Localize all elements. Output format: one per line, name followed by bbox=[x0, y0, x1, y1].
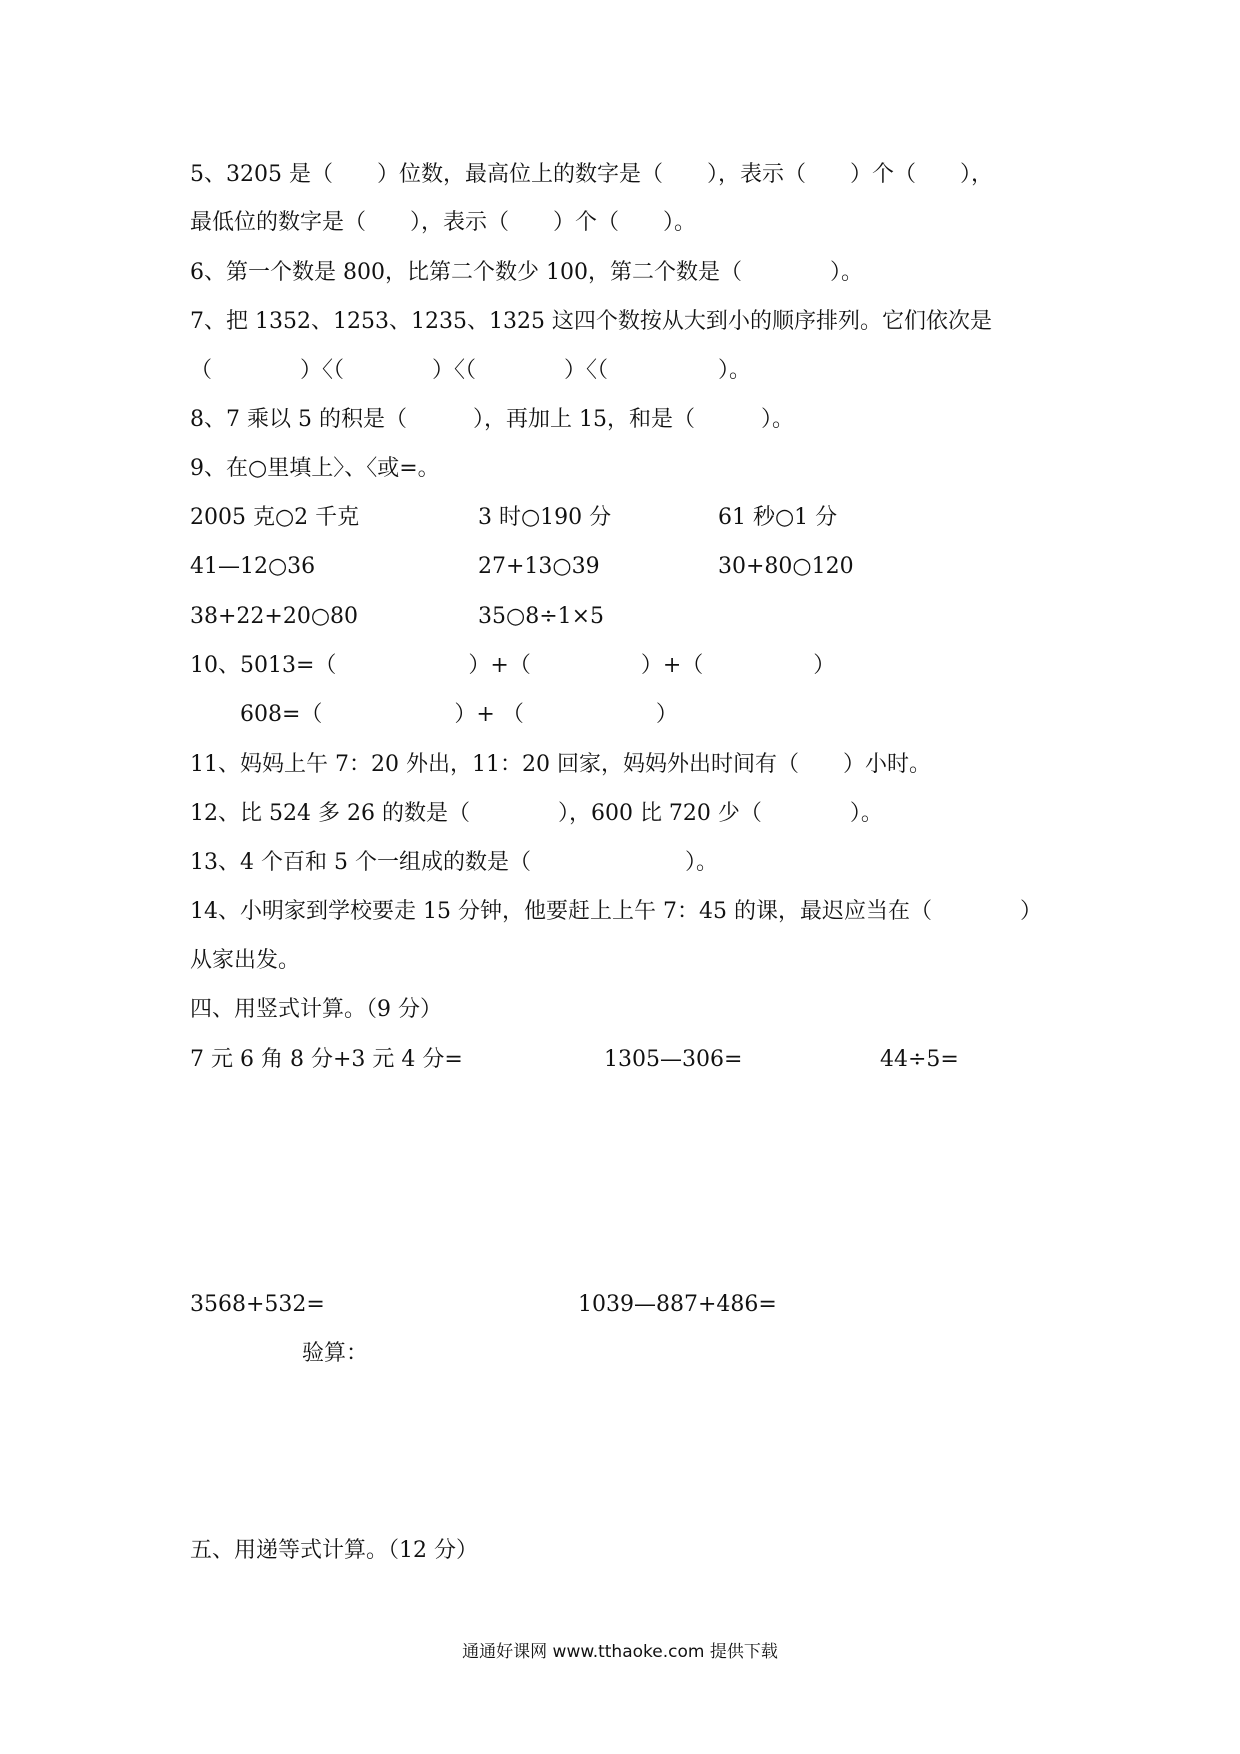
question-10-line-2: 608=（ ）+ （ ） bbox=[240, 702, 678, 727]
compare-item: 27+13○39 bbox=[478, 554, 600, 579]
compare-item: 30+80○120 bbox=[718, 554, 854, 579]
calc-item: 1305—306= bbox=[604, 1047, 743, 1072]
compare-item: 2005 克○2 千克 bbox=[190, 505, 360, 530]
question-12: 12、比 524 多 26 的数是（ ），600 比 720 少（ ）。 bbox=[190, 801, 883, 826]
check-label: 验算： bbox=[302, 1341, 369, 1366]
calc-item: 3568+532= bbox=[190, 1292, 325, 1317]
compare-item: 41—12○36 bbox=[190, 554, 316, 579]
footer-credit: 通通好课网 www.tthaoke.com 提供下载 bbox=[462, 1642, 778, 1662]
question-10-line-1: 10、5013=（ ）+（ ）+（ ） bbox=[190, 653, 836, 678]
compare-item: 61 秒○1 分 bbox=[718, 505, 838, 530]
calc-item: 1039—887+486= bbox=[578, 1292, 777, 1317]
calc-item: 7 元 6 角 8 分+3 元 4 分= bbox=[190, 1047, 463, 1072]
question-14-line-1: 14、小明家到学校要走 15 分钟，他要赶上上午 7：45 的课，最迟应当在（ ） bbox=[190, 899, 1042, 924]
question-13: 13、4 个百和 5 个一组成的数是（ ）。 bbox=[190, 850, 718, 875]
question-14-line-2: 从家出发。 bbox=[190, 948, 301, 973]
section-4-heading: 四、用竖式计算。（9 分） bbox=[190, 997, 442, 1022]
question-7-line-2: （ ）〈（ ）〈（ ）〈（ ）。 bbox=[190, 358, 752, 383]
compare-item: 35○8÷1×5 bbox=[478, 604, 605, 629]
compare-item: 3 时○190 分 bbox=[478, 505, 612, 530]
section-5-heading: 五、用递等式计算。（12 分） bbox=[190, 1538, 478, 1563]
compare-item: 38+22+20○80 bbox=[190, 604, 359, 629]
question-6: 6、第一个数是 800，比第二个数少 100，第二个数是（ ）。 bbox=[190, 260, 863, 285]
question-5-line-1: 5、3205 是（ ）位数，最高位上的数字是（ ），表示（ ）个（ ）， bbox=[190, 162, 993, 187]
question-11: 11、妈妈上午 7：20 外出，11：20 回家，妈妈外出时间有（ ）小时。 bbox=[190, 752, 931, 777]
question-8: 8、7 乘以 5 的积是（ ），再加上 15，和是（ ）。 bbox=[190, 407, 794, 432]
question-5-line-2: 最低位的数字是（ ），表示（ ）个（ ）。 bbox=[190, 210, 697, 235]
question-9: 9、在○里填上〉、〈或=。 bbox=[190, 456, 440, 481]
question-7-line-1: 7、把 1352、1253、1235、1325 这四个数按从大到小的顺序排列。它们依次是 bbox=[190, 309, 992, 334]
calc-item: 44÷5= bbox=[880, 1047, 959, 1072]
